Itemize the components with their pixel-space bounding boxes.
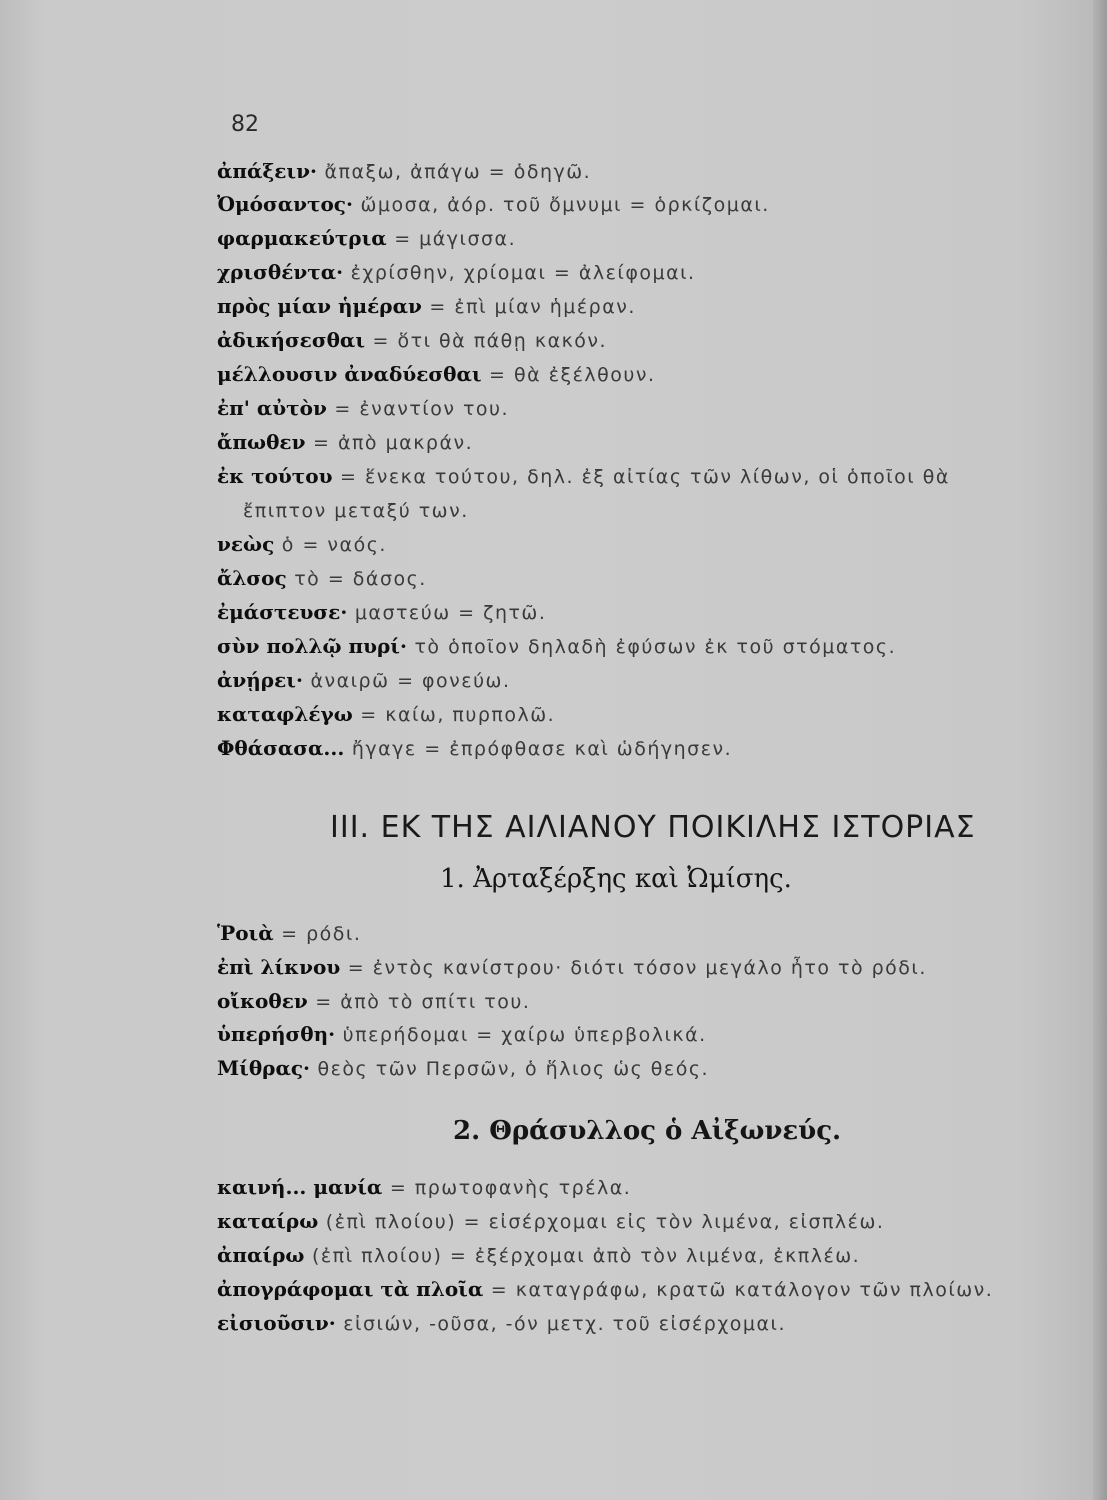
glossary-entry: εἰσιοῦσιν· εἰσιών, -οῦσα, -όν μετχ. τοῦ εἰσέρχομαι. [217,1311,787,1335]
glossary-entry: σὺν πολλῷ πυρί· τὸ ὁποῖον δηλαδὴ ἐφύσων ἐκ τοῦ στόματος. [217,634,897,658]
glossary-entry: ἐπὶ λίκνου = ἐντὸς κανίστρου· διότι τόσον μεγάλο ἦτο τὸ ρόδι. [217,955,927,979]
glossary-entry: καινή... μανία = πρωτοφανὴς τρέλα. [217,1175,632,1199]
glossary-entry: Ῥοιὰ = ρόδι. [217,921,362,945]
glossary-entry: μέλλουσιν ἀναδύεσθαι = θὰ ἐξέλθουν. [217,362,656,386]
glossary-entry: ἄπωθεν = ἀπὸ μακράν. [217,430,474,454]
glossary-entry: ἐκ τούτου = ἕνεκα τούτου, δηλ. ἐξ αἰτίας τῶν λίθων, οἱ ὁποῖοι θὰ [217,464,950,488]
glossary-entry: ἀπάξειν· ἄπαξω, ἀπάγω = ὁδηγῶ. [217,159,592,183]
glossary-entry: ἐμάστευσε· μαστεύω = ζητῶ. [217,600,547,624]
glossary-entry: ἄλσος τὸ = δάσος. [217,566,427,590]
subsection-title: 2. Θράσυλλος ὁ Αἰξωνεύς. [453,1116,842,1146]
page-number: 82 [231,112,259,137]
glossary-entry: νεὼς ὁ = ναός. [217,532,387,556]
glossary-entry: ὑπερήσθη· ὑπερήδομαι = χαίρω ὑπερβολικά. [217,1022,707,1046]
glossary-entry: οἴκοθεν = ἀπὸ τὸ σπίτι του. [217,989,531,1013]
glossary-entry: ἀπαίρω (ἐπὶ πλοίου) = ἐξέρχομαι ἀπὸ τὸν λιμένα, ἐκπλέω. [217,1243,861,1267]
glossary-continuation: ἔπιπτον μεταξύ των. [243,500,469,522]
glossary-entry: πρὸς μίαν ἡμέραν = ἐπὶ μίαν ἡμέραν. [217,294,636,318]
subsection-title: 1. Ἀρταξέρξης καὶ Ὠμίσης. [440,864,792,894]
glossary-entry: ἐπ' αὐτὸν = ἐναντίον του. [217,396,510,420]
glossary-entry: ἀδικήσεσθαι = ὅτι θὰ πάθῃ κακόν. [217,328,608,352]
glossary-entry: Φθάσασα... ἤγαγε = ἐπρόφθασε καὶ ὡδήγησεν. [217,736,733,760]
section-title: III. ΕΚ ΤΗΣ ΑΙΛΙΑΝΟΥ ΠΟΙΚΙΛΗΣ ΙΣΤΟΡΙΑΣ [330,810,976,845]
glossary-entry: χρισθέντα· ἐχρίσθην, χρίομαι = ἀλείφομαι. [217,260,696,284]
glossary-entry: Μίθρας· θεὸς τῶν Περσῶν, ὁ ἥλιος ὡς θεός. [217,1056,710,1080]
glossary-entry: ἀνῄρει· ἀναιρῶ = φονεύω. [217,668,511,692]
page-gutter [1093,0,1107,1500]
glossary-entry: καταφλέγω = καίω, πυρπολῶ. [217,702,556,726]
glossary-entry: φαρμακεύτρια = μάγισσα. [217,226,517,250]
glossary-entry: Ὀμόσαντος· ὤμοσα, ἀόρ. τοῦ ὄμνυμι = ὁρκίζομαι. [217,192,770,216]
glossary-entry: ἀπογράφομαι τὰ πλοῖα = καταγράφω, κρατῶ κατάλογον τῶν πλοίων. [217,1277,994,1301]
glossary-entry: καταίρω (ἐπὶ πλοίου) = εἰσέρχομαι εἰς τὸν λιμένα, εἰσπλέω. [217,1209,885,1233]
